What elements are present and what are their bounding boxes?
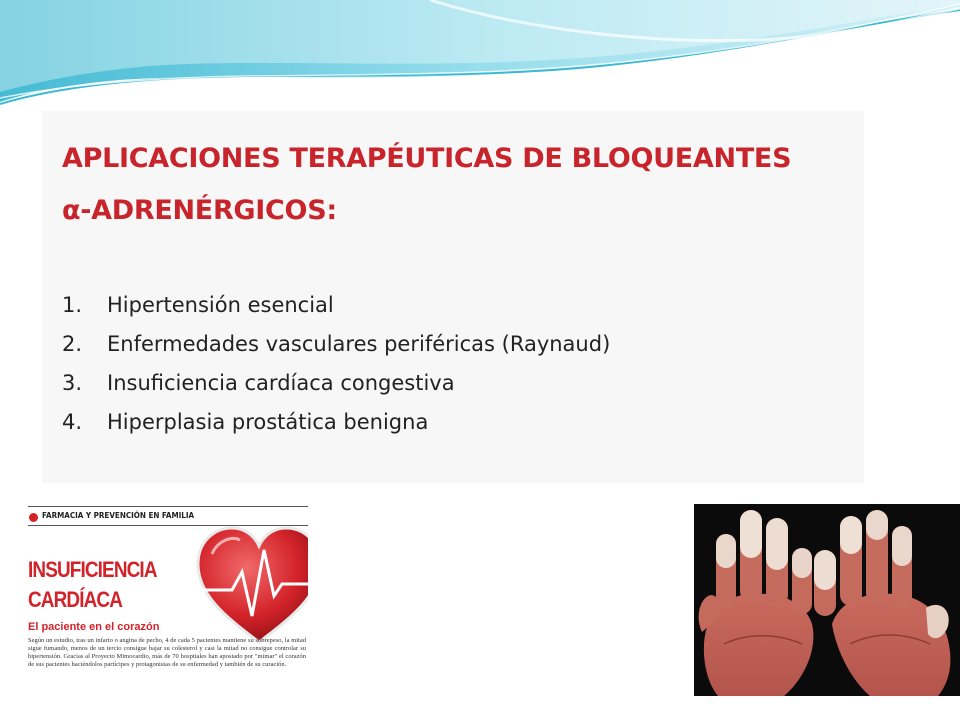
clipping-body-text: Según un estudio, tras un infarto o angina de pecho, 4 de cada 5 pacientes mantiene su sobrepeso, la mitad sigue fumando, menos de un tercio consigue bajar su colesterol y casi la mitad no consigue controlar su hipertensión. Gracias al Proyecto Mimocardio, más de 70 hospitales han apostado por "mimar" el corazón de sus pacientes haciéndolos partícipes y protagonistas de su enfermedad y también de su curación. — [28, 637, 306, 668]
clipping-headline-line-2: CARDÍACA — [28, 587, 123, 612]
list-item-text: Insuficiencia cardíaca congestiva — [107, 371, 455, 395]
header-wave-decoration — [0, 0, 960, 110]
section-bullet-icon — [29, 513, 38, 522]
clipping-top-rule — [28, 506, 308, 507]
list-item-text: Enfermedades vasculares periféricas (Raynaud) — [107, 332, 611, 356]
list-item-text: Hiperplasia prostática benigna — [107, 410, 429, 434]
list-item-number: 2. — [62, 332, 83, 356]
content-card — [42, 111, 864, 483]
magazine-clipping-image — [26, 502, 308, 694]
slide-title-line-1: APLICACIONES TERAPÉUTICAS DE BLOQUEANTES — [62, 143, 792, 174]
heart-ecg-icon — [194, 524, 308, 646]
list-item-number: 3. — [62, 371, 83, 395]
clipping-headline-line-1: INSUFICIENCIA — [28, 557, 157, 582]
list-item-number: 4. — [62, 410, 83, 434]
list-item-number: 1. — [62, 293, 83, 317]
clipping-section-label: FARMACIA Y PREVENCIÓN EN FAMILIA — [42, 511, 195, 520]
clipping-subtitle: El paciente en el corazón — [28, 621, 160, 633]
slide-title-line-2: α-ADRENÉRGICOS: — [62, 195, 337, 226]
raynaud-hands-photo — [694, 504, 960, 696]
list-item-text: Hipertensión esencial — [107, 293, 334, 317]
hands-illustration — [694, 504, 960, 696]
